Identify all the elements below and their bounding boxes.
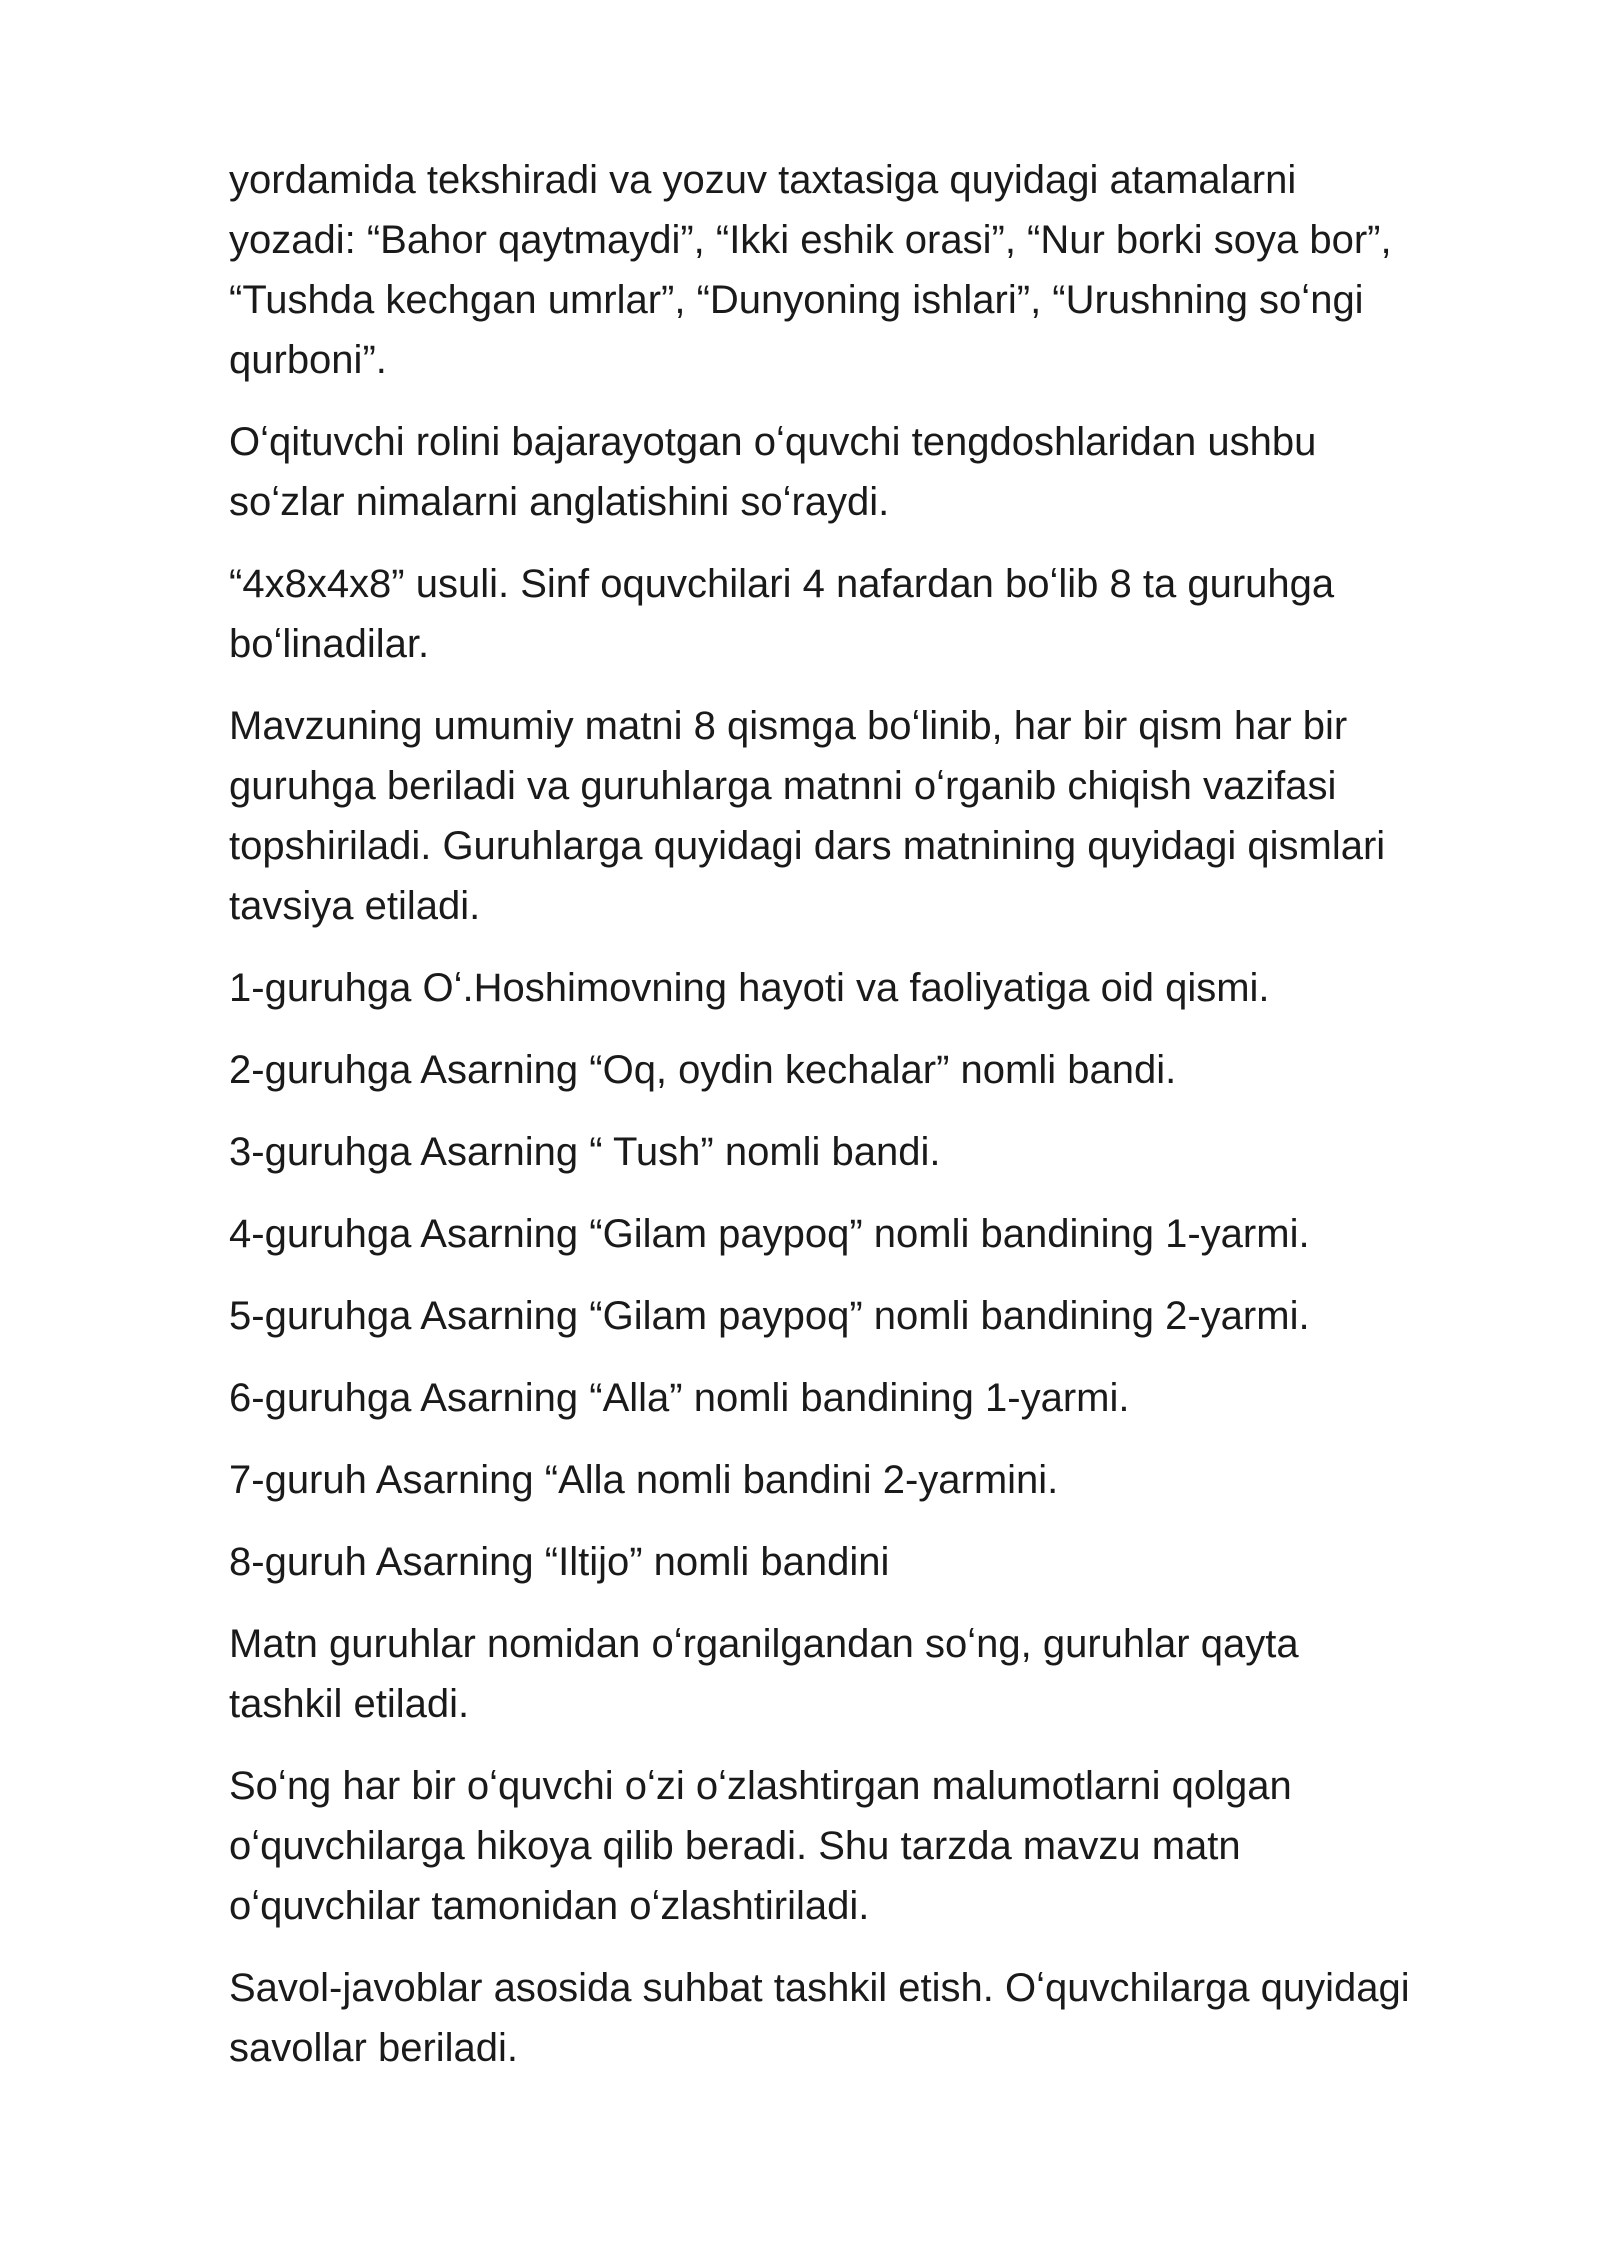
paragraph-questions: Savol-javoblar asosida suhbat tashkil etish. Oʻquvchilarga quyidagi savollar beriladi. — [229, 1966, 1410, 2070]
paragraph-teacher-role: Oʻqituvchi rolini bajarayotgan oʻquvchi tengdoshlaridan ushbu soʻzlar nimalarni anglatishini soʻraydi. — [229, 420, 1317, 524]
document-text-body — [229, 150, 1529, 2100]
paragraph-text-division: Mavzuning umumiy matni 8 qismga boʻlinib, har bir qism har bir guruhga beriladi va guruhlarga matnni oʻrganib chiqish vazifasi topshiriladi. Guruhlarga quyidagi dars matnining quyidagi qismlari tavsiya etiladi. — [229, 704, 1386, 928]
group-item-7: 7-guruh Asarning “Alla nomli bandini 2-yarmini. — [229, 1458, 1059, 1502]
paragraph-method: “4x8x4x8” usuli. Sinf oquvchilari 4 nafardan boʻlib 8 ta guruhga boʻlinadilar. — [229, 562, 1335, 666]
paragraph-intro-terms: yordamida tekshiradi va yozuv taxtasiga quyidagi atamalarni yozadi: “Bahor qaytmaydi”, “Ikki eshik orasi”, “Nur borki soya bor”, “Tushda kechgan umrlar”, “Dunyoning ishlari”, “Urushning soʻngi qurboni”. — [229, 158, 1392, 382]
paragraph-regroup: Matn guruhlar nomidan oʻrganilgandan soʻng, guruhlar qayta tashkil etiladi. — [229, 1622, 1299, 1726]
group-item-6: 6-guruhga Asarning “Alla” nomli bandining 1-yarmi. — [229, 1376, 1130, 1420]
group-item-2: 2-guruhga Asarning “Oq, oydin kechalar” nomli bandi. — [229, 1048, 1177, 1092]
group-item-8: 8-guruh Asarning “Iltijo” nomli bandini — [229, 1540, 890, 1584]
group-item-5: 5-guruhga Asarning “Gilam paypoq” nomli bandining 2-yarmi. — [229, 1294, 1310, 1338]
group-item-4: 4-guruhga Asarning “Gilam paypoq” nomli bandining 1-yarmi. — [229, 1212, 1310, 1256]
paragraph-retell: Soʻng har bir oʻquvchi oʻzi oʻzlashtirgan malumotlarni qolgan oʻquvchilarga hikoya qilib beradi. Shu tarzda mavzu matn oʻquvchilar tamonidan oʻzlashtiriladi. — [229, 1764, 1292, 1928]
group-item-3: 3-guruhga Asarning “ Tush” nomli bandi. — [229, 1130, 941, 1174]
group-item-1: 1-guruhga Oʻ.Hoshimovning hayoti va faoliyatiga oid qismi. — [229, 966, 1270, 1010]
